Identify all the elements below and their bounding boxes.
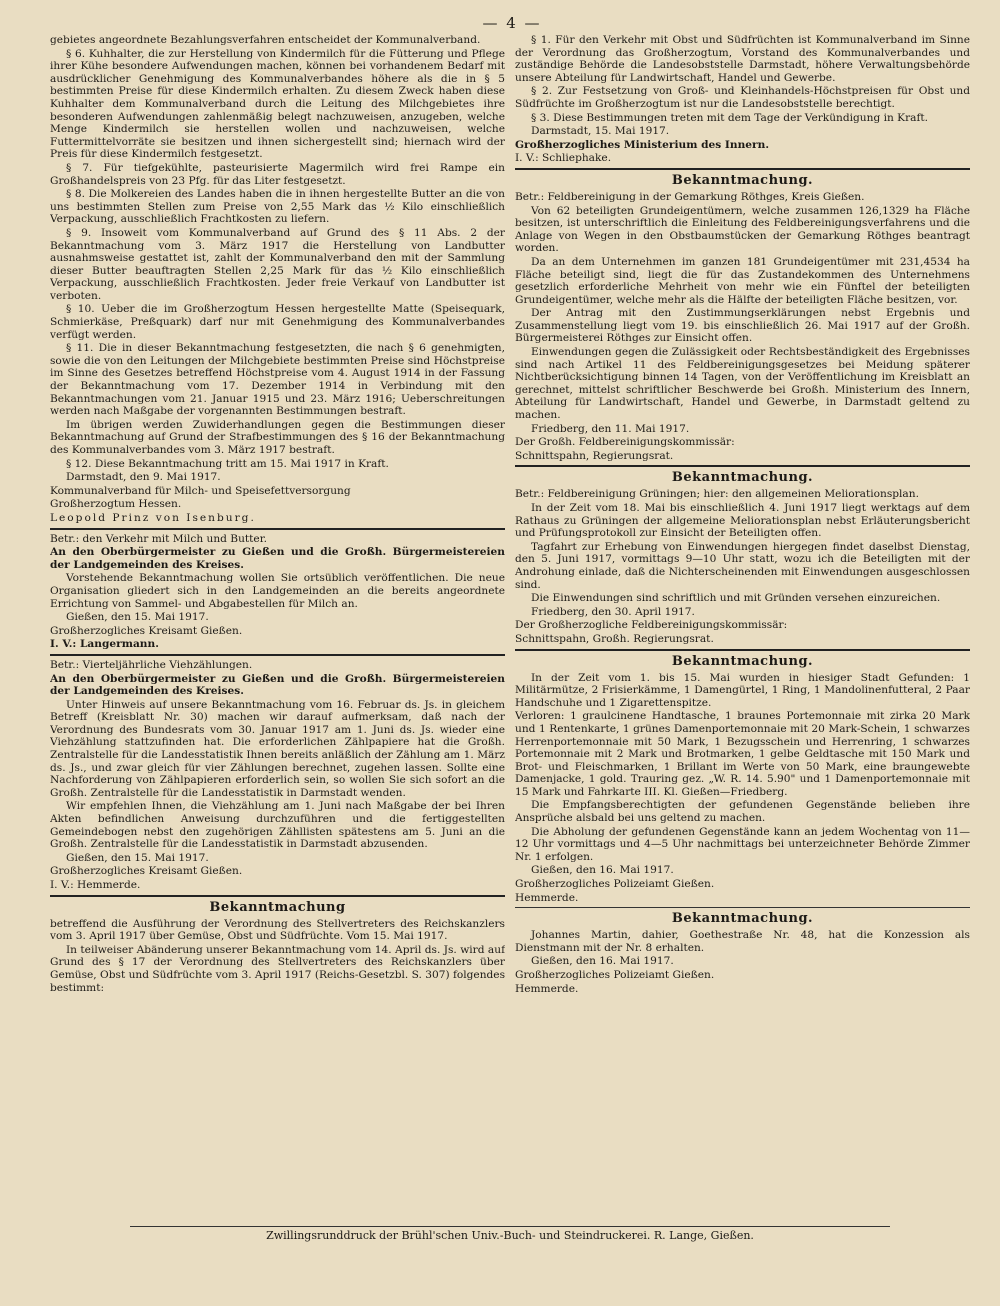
- paragraph: Der Antrag mit den Zustimmungserklärungen nebst Ergebnis und Zusammenstellung liegt vom 19. bis einschließlich 26. Mai 1917 auf der Großh. Bürgermeisterei Röthges zur Einsicht offen.: [515, 307, 970, 345]
- paragraph: Die Einwendungen sind schriftlich und mit Gründen versehen einzureichen.: [531, 592, 941, 605]
- paragraph: § 1. Für den Verkehr mit Obst und Südfrüchten ist Kommunalverband im Sinne der Verordnung das Großherzogtum, Vorstand des Kommunalverbandes und zuständige Behörde die Landesobststelle Darmstadt, höhere Verwaltungsbehörde unsere Abteilung für Landwirtschaft, Handel und Gewerbe.: [515, 34, 970, 84]
- betreff: Betr.: Feldbereinigung Grüningen; hier: den allgemeinen Meliorationsplan.: [515, 488, 919, 501]
- left-column: [50, 34, 505, 996]
- signature-org: Großherzogliches Polizeiamt Gießen.: [515, 969, 715, 981]
- betreff: Betr.: Feldbereinigung in der Gemarkung Röthges, Kreis Gießen.: [515, 190, 865, 203]
- signature-org: Der Großherzogliche Feldbereinigungskommissär:: [515, 619, 788, 632]
- paragraph: Vorstehende Bekanntmachung wollen Sie ortsüblich veröffentlichen. Die neue Organisation gliedert sich in den Landgemeinden an die bereits angeordnete Errichtung von Sammel- und Abgabestellen für Milch an.: [50, 572, 505, 610]
- paragraph: Wir empfehlen Ihnen, die Viehzählung am 1. Juni nach Maßgabe der bei Ihren Akten befindlichen Anweisung durchzuführen und die fertiggestellten Gemeindebogen nebst den zugehörigen Zähllisten spätestens am 5. Juni an die Großh. Zentralstelle für die Landesstatistik in Darmstadt abzusenden.: [50, 800, 505, 851]
- paragraph: Johannes Martin, dahier, Goethestraße Nr. 48, hat die Konzession als Dienstmann mit der Nr. 8 erhalten.: [515, 929, 970, 954]
- signature-org: Großherzogliches Ministerium des Innern.: [515, 138, 770, 151]
- paragraph: In der Zeit vom 1. bis 15. Mai wurden in hiesiger Stadt Gefunden: 1 Militärmütze, 2 Frisierkämme, 1 Damengürtel, 1 Ring, 1 Mandolinenfutteral, 2 Paar Handschuhe und 1 Zigarettenspitze.: [515, 671, 970, 709]
- addressee: An den Oberbürgermeister zu Gießen und die Großh. Bürgermeistereien der Landgemeinden des Kreises.: [50, 546, 505, 571]
- section-heading: Bekanntmachung: [209, 899, 346, 915]
- subtitle: betreffend die Ausführung der Verordnung des Stellvertreters des Reichskanzlers vom 3. April 1917 über Gemüse, Obst und Südfrüchte. Vom 15. Mai 1917.: [50, 917, 505, 943]
- signature-name: I. V.: Langermann.: [50, 638, 159, 651]
- signature-place: Gießen, den 16. Mai 1917.: [531, 955, 674, 968]
- divider: [50, 895, 505, 897]
- signature-org: Großherzogliches Polizeiamt Gießen.: [515, 878, 715, 891]
- signature-name: Hemmerde.: [515, 891, 579, 904]
- paragraph: § 7. Für tiefgekühlte, pasteurisierte Magermilch wird frei Rampe ein Großhandelspreis von 23 Pfg. für das Liter festgesetzt.: [50, 161, 505, 187]
- printer-imprint: Zwillingsrunddruck der Brühl'schen Univ.-Buch- und Steindruckerei. R. Lange, Gießen.: [130, 1226, 890, 1242]
- signature-place: Gießen, den 15. Mai 1917.: [66, 851, 209, 864]
- paragraph: Im übrigen werden Zuwiderhandlungen gegen die Bestimmungen dieser Bekanntmachung auf Grund der Strafbestimmungen des § 16 der Bekanntmachung des Kommunalverbandes vom 3. März 1917 bestraft.: [50, 418, 505, 456]
- right-column: [515, 34, 970, 996]
- betreff: Betr.: Vierteljährliche Viehzählungen.: [50, 658, 253, 671]
- signature-name: Leopold Prinz von Isenburg.: [50, 511, 256, 524]
- paragraph: gebietes angeordnete Bezahlungsverfahren entscheidet der Kommunalverband.: [50, 34, 481, 46]
- signature-org: Kommunalverband für Milch- und Speisefettversorgung: [50, 484, 351, 497]
- divider: [515, 907, 970, 908]
- divider: [50, 654, 505, 656]
- paragraph: Tagfahrt zur Erhebung von Einwendungen hiergegen findet daselbst Dienstag, den 5. Juni 1917, vormittags 9—10 Uhr statt, wozu ich die Beteiligten mit der Androhung einlade, daß die Nichterscheinenden mit Einwendungen ausgeschlossen sind.: [515, 540, 970, 591]
- columns: [50, 34, 974, 996]
- signature-place: Friedberg, den 11. Mai 1917.: [531, 422, 690, 435]
- paragraph: § 3. Diese Bestimmungen treten mit dem Tage der Verkündigung in Kraft.: [531, 111, 929, 124]
- signature-org: Großherzogliches Kreisamt Gießen.: [50, 624, 243, 637]
- paragraph: § 12. Diese Bekanntmachung tritt am 15. Mai 1917 in Kraft.: [66, 457, 389, 470]
- section-heading: Bekanntmachung.: [671, 911, 814, 927]
- paragraph: § 10. Ueber die im Großherzogtum Hessen hergestellte Matte (Speisequark, Schmierkäse, Preßquark) darf nur mit Genehmigung des Kommunalverbandes verfügt werden.: [50, 303, 505, 341]
- section-heading: Bekanntmachung.: [671, 653, 814, 669]
- signature-org: Der Großh. Feldbereinigungskommissär:: [515, 436, 735, 449]
- signature-name: I. V.: Hemmerde.: [50, 879, 141, 891]
- addressee: An den Oberbürgermeister zu Gießen und die Großh. Bürgermeistereien der Landgemeinden des Kreises.: [50, 672, 505, 698]
- section-heading: Bekanntmachung.: [671, 470, 814, 486]
- divider: [515, 168, 970, 170]
- paragraph: In teilweiser Abänderung unserer Bekanntmachung vom 14. April ds. Js. wird auf Grund des § 17 der Verordnung des Stellvertreters des Reichskanzlers über Gemüse, Obst und Südfrüchte vom 3. April 1917 (Reichs-Gesetzbl. S. 307) folgendes bestimmt:: [50, 943, 505, 994]
- signature-name: Schnittspahn, Großh. Regierungsrat.: [515, 632, 714, 645]
- paragraph: In der Zeit vom 18. Mai bis einschließlich 4. Juni 1917 liegt werktags auf dem Rathaus zu Grüningen der allgemeine Meliorationsplan nebst Erläuterungsbericht und Prüfungsprotokoll zur Einsicht der Beteiligten offen.: [515, 502, 970, 540]
- paragraph: Unter Hinweis auf unsere Bekanntmachung vom 16. Februar ds. Js. in gleichem Betreff (Kreisblatt Nr. 30) machen wir darauf aufmerksam, daß nach der Verordnung des Bundesrats vom 30. Januar 1917 am 1. Juni ds. Js. wieder eine Viehzählung stattzufinden hat. Die erforderlichen Zählpapiere hat die Großh. Zentralstelle für die Landesstatistik Ihnen bereits anläßlich der Zählung am 1. März ds. Js., und zwar gleich für vier Zählungen berechnet, zugehen lassen. Sollte eine Nachforderung von Zählpapieren erforderlich sein, so wollen Sie sich sofort an die Großh. Zentralstelle für die Landesstatistik in Darmstadt wenden.: [50, 698, 505, 799]
- signature-name: I. V.: Schliephake.: [515, 152, 612, 165]
- paragraph: Da an dem Unternehmen im ganzen 181 Grundeigentümer mit 231,4534 ha Fläche beteiligt sind, liegt die für das Zustandekommen des Unternehmens gesetzlich erforderliche Mehrheit von mehr wie ein Fünftel der beteiligten Grundeigentümer, welche mehr als die Hälfte der beteiligten Fläche besitzen, vor.: [515, 255, 970, 306]
- signature-place: Darmstadt, 15. Mai 1917.: [531, 125, 670, 138]
- paragraph: § 8. Die Molkereien des Landes haben die in ihnen hergestellte Butter an die von uns bestimmten Stellen zum Preise von 2,55 Mark das ½ Kilo einschließlich Verpackung, ausschließlich Frachtkosten zu liefern.: [50, 188, 505, 226]
- signature-org: Großherzogtum Hessen.: [50, 498, 182, 511]
- paragraph: § 9. Insoweit vom Kommunalverband auf Grund des § 11 Abs. 2 der Bekanntmachung vom 3. März 1917 die Herstellung von Landbutter ausnahmsweise gestattet ist, zahlt der Kommunalverband den mit der Sammlung dieser Butter beauftragten Stellen 2,25 Mark für das ½ Kilo einschließlich Verpackung, ausschließlich Frachtkosten. Jeder freie Verkauf von Landbutter ist verboten.: [50, 226, 505, 302]
- paragraph: Einwendungen gegen die Zulässigkeit oder Rechtsbeständigkeit des Ergebnisses sind nach Artikel 11 des Feldbereinigungsgesetzes bei Meidung späterer Nichtberücksichtigung binnen 14 Tagen, von der Veröffentlichung im Kreisblatt an gerechnet, mittelst schriftlicher Beschwerde bei Großh. Ministerium des Innern, Abteilung für Landwirtschaft, Handel und Gewerbe, in Darmstadt geltend zu machen.: [515, 346, 970, 422]
- betreff: Betr.: den Verkehr mit Milch und Butter.: [50, 532, 267, 545]
- paragraph: Die Empfangsberechtigten der gefundenen Gegenstände belieben ihre Ansprüche alsbald bei uns geltend zu machen.: [515, 799, 970, 825]
- paragraph: Von 62 beteiligten Grundeigentümern, welche zusammen 126,1329 ha Fläche besitzen, ist unterschriftlich die Einleitung des Feldbereinigungsverfahrens und die Anlage von Wegen in den Obstbaumstücken der Gemarkung Röthges beantragt worden.: [515, 204, 970, 255]
- signature-name: Hemmerde.: [515, 982, 579, 995]
- paragraph: § 2. Zur Festsetzung von Groß- und Kleinhandels-Höchstpreisen für Obst und Südfrüchte im Großherzogtum ist nur die Landesobststelle berechtigt.: [515, 85, 970, 110]
- signature-place: Friedberg, den 30. April 1917.: [531, 605, 695, 618]
- divider: [515, 465, 970, 467]
- paragraph: § 6. Kuhhalter, die zur Herstellung von Kindermilch für die Fütterung und Pflege ihrer Kühe besondere Aufwendungen machen, können bei vorhandenem Bedarf mit ausdrücklicher Genehmigung des Kommunalverbandes höhere als die in § 5 bestimmten Preise für diese Kindermilch erhalten. Zu diesem Zweck haben diese Kuhhalter dem Kommunalverband durch die Leitung des Milchgebietes ihre besonderen Aufwendungen zahlenmäßig belegt nachzuweisen, anzugeben, welche Menge Kindermilch sie herstellen wollen und nachzuweisen, welche Futtermittelvorräte sie besitzen und ihnen sichergestellt sind; hiernach wird der Preis für diese Kindermilch festgesetzt.: [50, 47, 505, 161]
- signature-org: Großherzogliches Kreisamt Gießen.: [50, 865, 243, 878]
- paragraph: § 11. Die in dieser Bekanntmachung festgesetzten, die nach § 6 genehmigten, sowie die von den Leitungen der Milchgebiete bestimmten Preise sind Höchstpreise im Sinne des Gesetzes betreffend Höchstpreise vom 4. August 1914 in der Fassung der Bekanntmachung vom 17. Dezember 1914 in Verbindung mit den Bekanntmachungen vom 21. Januar 1915 und 23. März 1916; Ueberschreitungen werden nach Maßgabe der vorgenannten Bestimmungen bestraft.: [50, 342, 505, 418]
- signature-place: Gießen, den 16. Mai 1917.: [531, 864, 674, 877]
- section-heading: Bekanntmachung.: [671, 172, 814, 188]
- signature-place: Gießen, den 15. Mai 1917.: [66, 611, 209, 624]
- signature-place: Darmstadt, den 9. Mai 1917.: [66, 471, 221, 484]
- divider: [50, 528, 505, 530]
- paragraph: Die Abholung der gefundenen Gegenstände kann an jedem Wochentag von 11—12 Uhr vormittags und 4—5 Uhr nachmittags bei unterzeichneter Behörde Zimmer Nr. 1 erfolgen.: [515, 825, 970, 863]
- signature-name: Schnittspahn, Regierungsrat.: [515, 449, 674, 462]
- divider: [515, 649, 970, 651]
- paragraph: Verloren: 1 graulcinene Handtasche, 1 braunes Portemonnaie mit zirka 20 Mark und 1 Rentenkarte, 1 grünes Damenportemonnaie mit 20 Mark-Schein, 1 schwarzes Herrenportemonnaie mit 50 Mark, 1 Bezugsschein und Herrenring, 1 schwarzes Portemonnaie mit 2 Mark und Brotmarken, 1 gelbe Geldtasche mit 150 Mark und Brot- und Fleischmarken, 1 Brillant im Werte von 50 Mark, eine braungewebte Damenjacke, 1 gold. Trauring gez. „W. R. 14. 5.90" und 1 Damenportemonnaie mit 15 Mark und Fahrkarte III. Kl. Gießen—Friedberg.: [515, 710, 970, 798]
- page-number: — 4 —: [482, 14, 542, 32]
